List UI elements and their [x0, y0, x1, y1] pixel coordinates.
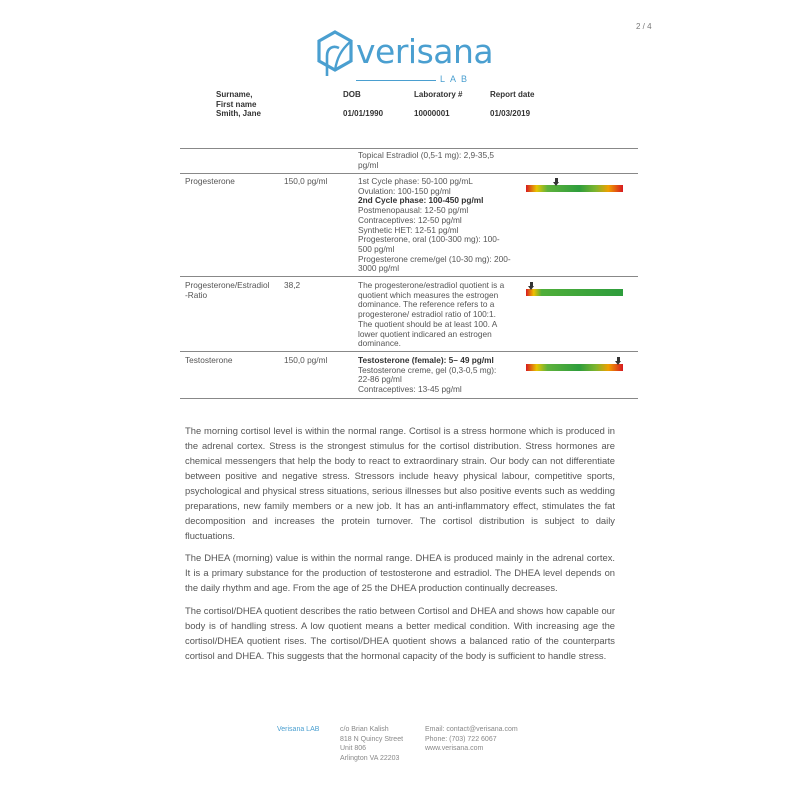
reference-line: Progesterone creme/gel (10-30 mg): 200-	[358, 253, 511, 264]
analyte-name-line: Progesterone/Estradiol	[185, 280, 270, 290]
analyte-name-line: Testosterone	[185, 355, 233, 365]
reference-line: Contraceptives: 13-45 pg/ml	[358, 384, 462, 395]
dob-column	[343, 90, 383, 119]
range-bar	[526, 364, 623, 371]
email-link[interactable]: Email: contact@verisana.com	[425, 726, 518, 733]
reference-line: Progesterone, oral (100-300 mg): 100-	[358, 234, 500, 245]
report-date-column	[490, 90, 534, 119]
analyte-name	[185, 356, 280, 366]
logo-subtitle: LAB	[440, 74, 473, 84]
range-indicator	[526, 289, 623, 298]
analyte-value: 150,0 pg/ml	[284, 176, 328, 186]
lab-column	[414, 90, 462, 119]
reference-line: Topical Estradiol (0,5-1 mg): 2,9-35,5	[358, 150, 495, 160]
report-date-label: Report date	[490, 90, 535, 99]
reference-line: Postmenopausal: 12-50 pg/ml	[358, 205, 469, 216]
analyte-name-line: Progesterone	[185, 176, 235, 186]
analyte-value: 38,2	[284, 280, 301, 290]
reference-range	[358, 281, 520, 349]
dob-label: DOB	[343, 90, 361, 99]
address-line: 818 N Quincy Street	[340, 735, 404, 743]
logo-divider	[356, 80, 436, 81]
reference-line: pg/ml	[358, 159, 379, 170]
phone-number: Phone: (703) 722 6067	[425, 735, 497, 743]
address-line: c/o Brian Kalish	[340, 726, 389, 733]
reference-line: Ovulation: 100-150 pg/ml	[358, 185, 451, 196]
reference-line: Testosterone (female): 5– 49 pg/ml	[358, 355, 494, 365]
website-link[interactable]: www.verisana.com	[425, 745, 484, 752]
address-line: Unit 806	[340, 745, 367, 752]
range-indicator	[526, 364, 623, 373]
footer-contact	[425, 725, 518, 754]
reference-line: dominance. The reference refers to a	[358, 299, 495, 310]
reference-line: The quotient should be at least 100. A	[358, 318, 498, 329]
analyte-name	[185, 177, 280, 187]
name-column	[216, 90, 261, 119]
cortisol-dhea-paragraph: The cortisol/DHEA quotient describes the ratio between Cortisol and DHEA and shows how capable our body is of handling stress. A low quotient means a better medical condition. With increasing age the cortisol/DHEA quotient rises. The cortisol/DHEA quotient shows a balanced ratio of the counterparts cortisol and DHEA. This suggests that the hormonal capacity of the body is sufficient to handle stress.	[185, 605, 615, 661]
lab-value: 10000001	[414, 109, 450, 118]
reference-line: Synthetic HET: 12-51 pg/ml	[358, 224, 459, 235]
reference-line: 2nd Cycle phase: 100-450 pg/ml	[358, 195, 484, 206]
address-line: Arlington VA 22203	[340, 754, 400, 762]
reference-line: progesterone/ estradiol ratio of 100:1.	[358, 309, 496, 320]
name-label-2: First name	[216, 99, 257, 109]
footer-brand: Verisana LAB	[277, 726, 320, 733]
reference-line: 1st Cycle phase: 50-100 pg/mL	[358, 176, 473, 186]
footer-address	[340, 725, 403, 763]
reference-line: The progesterone/estradiol quotient is a	[358, 280, 505, 290]
reference-range	[358, 356, 520, 395]
range-bar	[526, 289, 623, 296]
arrow-down-icon	[615, 357, 622, 365]
verisana-logo	[314, 28, 494, 84]
logo-wordmark: verisana	[356, 32, 494, 71]
reference-line: quotient which measures the estrogen	[358, 289, 499, 300]
dob-value: 01/01/1990	[343, 109, 384, 118]
table-divider	[180, 148, 638, 149]
carryover-reference	[358, 151, 520, 170]
reference-line: Contraceptives: 12-50 pg/ml	[358, 214, 462, 225]
arrow-down-icon	[528, 282, 535, 290]
table-divider	[180, 398, 638, 399]
table-divider	[180, 173, 638, 174]
analyte-name-line: -Ratio	[185, 289, 208, 300]
table-divider	[180, 351, 638, 352]
range-indicator	[526, 185, 623, 194]
reference-line: dominance.	[358, 338, 401, 349]
name-value: Smith, Jane	[216, 109, 261, 118]
table-divider	[180, 276, 638, 277]
analyte-name	[185, 281, 280, 300]
lab-label: Laboratory #	[414, 90, 463, 99]
leaf-hexagon-icon	[314, 28, 356, 84]
page-number: 2 / 4	[636, 22, 652, 31]
reference-line: 22-86 pg/ml	[358, 374, 402, 385]
report-date-value: 01/03/2019	[490, 109, 531, 118]
reference-range	[358, 177, 520, 274]
analyte-value: 150,0 pg/ml	[284, 355, 328, 365]
cortisol-paragraph: The morning cortisol level is within the normal range. Cortisol is a stress hormone which is produced in the adrenal cortex. Stress is the strongest stimulus for the cortisol distribution. Stress hormones are chemical messengers that help the body to react to extraordinary strain. Our body can not differentiate between positive and negative stress. Stressors include heavy physical labour, competitive sports, psychological and physical stress situations, serious illnesses but also positive events such as wedding preparations, new family members or a new job. It has an anti-inflammatory effect, stimulates the fat decomposition and increases the protein turnover. The cortisol distribution is subject to daily fluctuations.	[185, 425, 615, 541]
range-bar	[526, 185, 623, 192]
reference-line: Testosterone creme, gel (0,3-0,5 mg):	[358, 364, 497, 375]
arrow-down-icon	[553, 178, 560, 186]
reference-line: 3000 pg/ml	[358, 263, 400, 274]
dhea-paragraph: The DHEA (morning) value is within the normal range. DHEA is produced mainly in the adrenal cortex. It is a primary substance for the production of testosterone and estradiol. The DHEA level depends on the daily rhythm and age. From the age of 25 the DHEA production continually decreases.	[185, 552, 615, 593]
reference-line: lower quotient indicared an estrogen	[358, 328, 492, 339]
name-label-1: Surname,	[216, 90, 253, 99]
reference-line: 500 pg/ml	[358, 243, 395, 254]
